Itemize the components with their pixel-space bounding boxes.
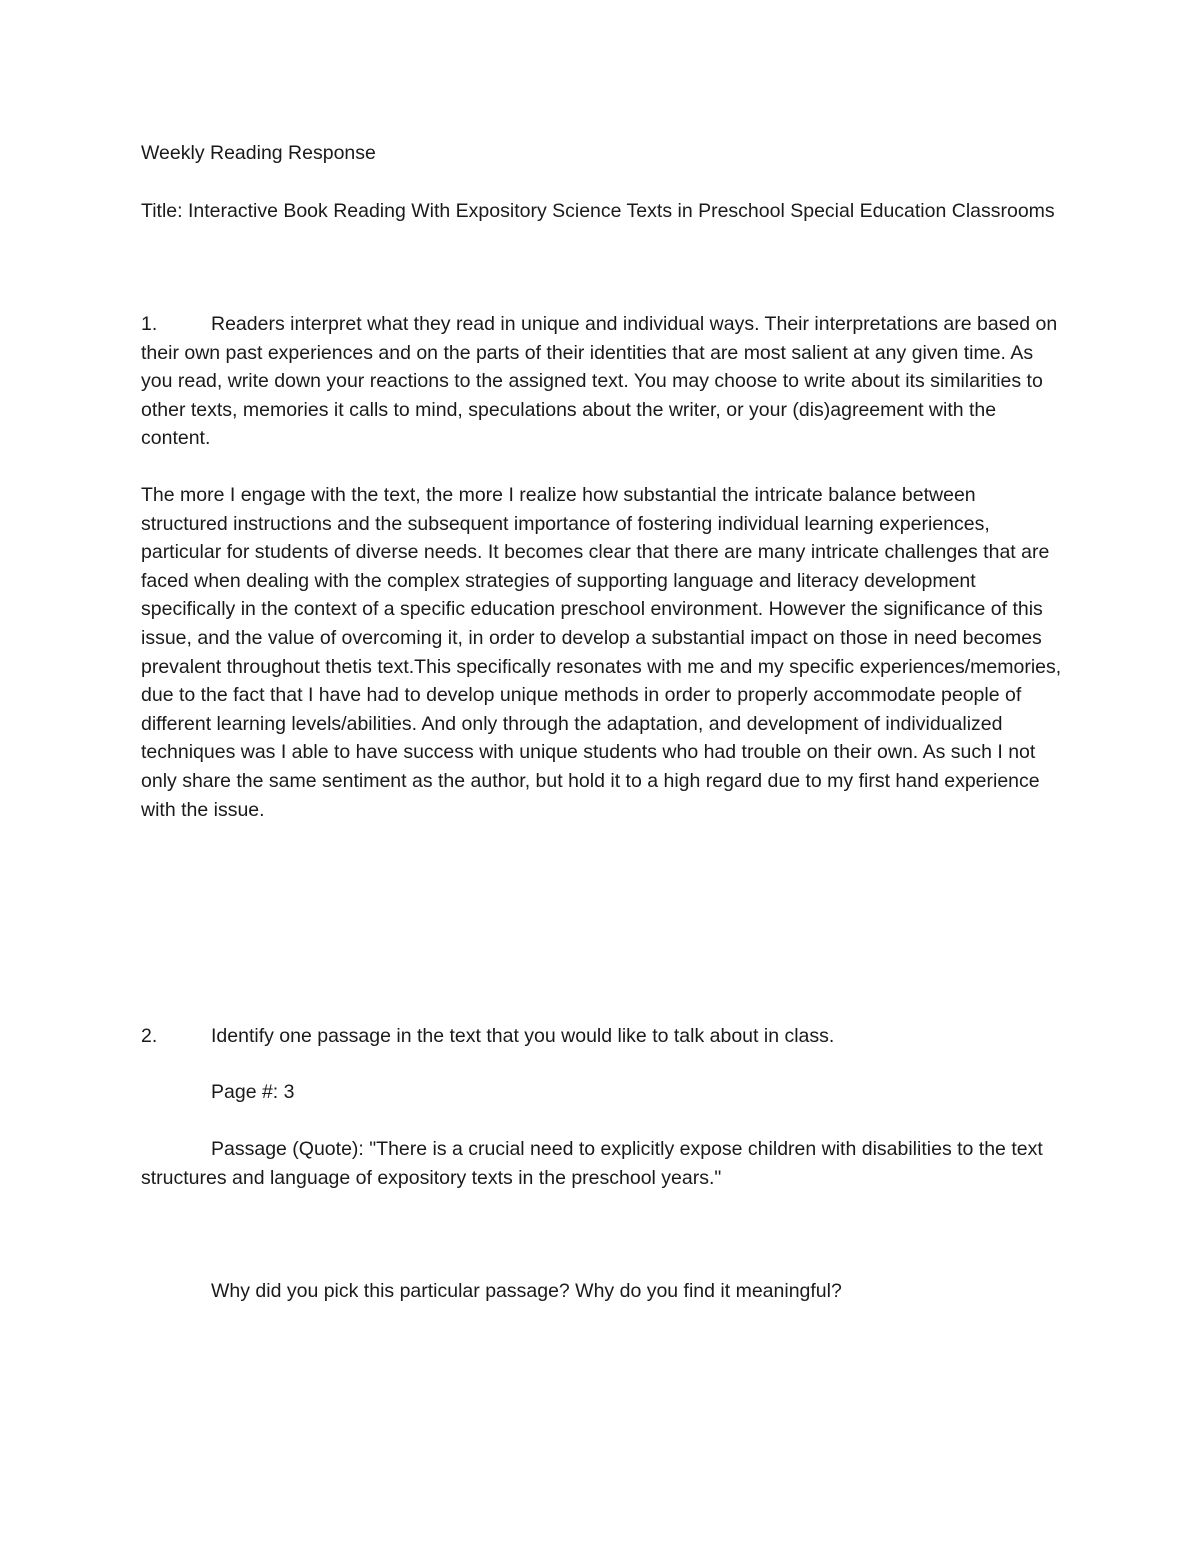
why-prompt: Why did you pick this particular passage? Why do you find it meaningful? [211, 1280, 842, 1302]
question-2-prompt: Identify one passage in the text that you would like to talk about in class. [211, 1025, 835, 1047]
question-1-number: 1. [141, 313, 158, 335]
document-title: Title: Interactive Book Reading With Expository Science Texts in Preschool Special Education Classrooms [141, 200, 1055, 222]
question-1 [141, 310, 1066, 453]
question-1-answer: The more I engage with the text, the more I realize how substantial the intricate balance between structured instructions and the subsequent importance of fostering individual learning experiences, particular for students of diverse needs. It becomes clear that there are many intricate challenges that are faced when dealing with the complex strategies of supporting language and literacy development specifically in the context of a specific education preschool environment. However the significance of this issue, and the value of overcoming it, in order to develop a substantial impact on those in need becomes prevalent throughout thetis text.This specifically resonates with me and my specific experiences/memories, due to the fact that I have had to develop unique methods in order to properly accommodate people of different learning levels/abilities. And only through the adaptation, and development of individualized techniques was I able to have success with unique students who had trouble on their own. As such I not only share the same sentiment as the author, but hold it to a high regard due to my first hand experience with the issue. [141, 484, 1062, 821]
question-2-number: 2. [141, 1025, 158, 1047]
page-number-field: Page #: 3 [211, 1081, 295, 1103]
question-2 [141, 1022, 1066, 1051]
question-1-prompt: Readers interpret what they read in unique and individual ways. Their interpretations are based on their own past experiences and on the parts of their identities that are most salient at any given time. As you read, write down your reactions to the assigned text. You may choose to write about its similarities to other texts, memories it calls to mind, speculations about the writer, or your (dis)agreement with the content. [141, 313, 1058, 450]
document-heading: Weekly Reading Response [141, 142, 376, 164]
passage-quote: Passage (Quote): "There is a crucial need to explicitly expose children with disabilities to the text structures and language of expository texts in the preschool years." [141, 1138, 1043, 1189]
